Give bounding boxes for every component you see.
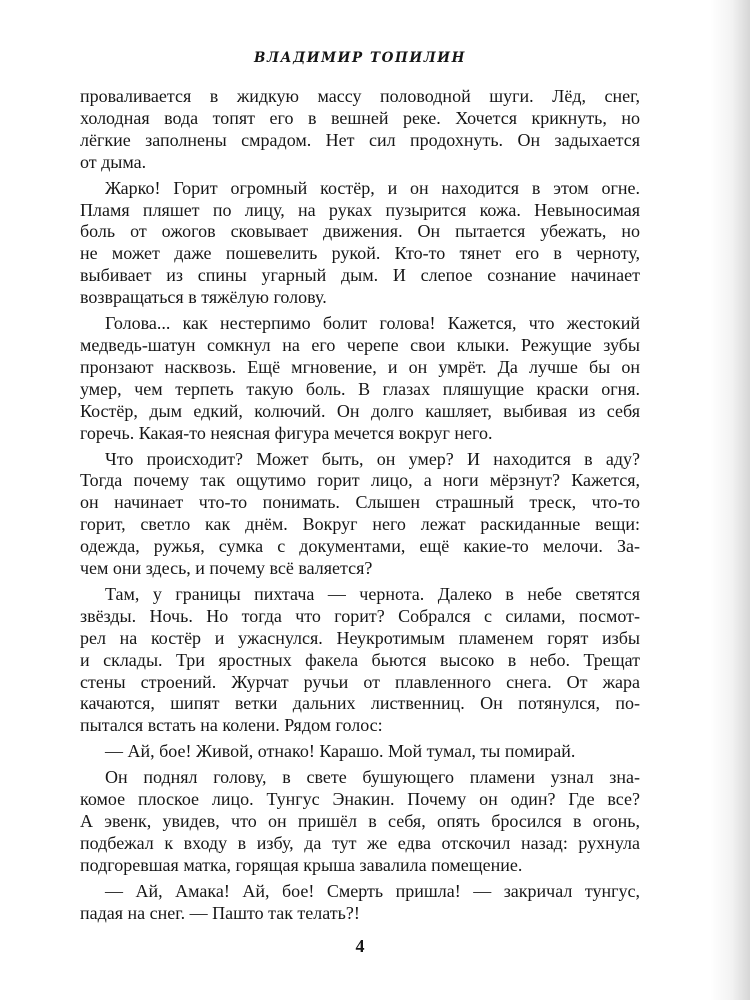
text-line: падая на снег. — Пашто так телать?! xyxy=(80,902,360,923)
text-line: медведь-шатун сомкнул на его черепе свои клыки. Режущие зубы xyxy=(80,334,640,355)
text-line: одежда, ружья, сумка с документами, ещё какие-то мелочи. За- xyxy=(80,536,640,557)
page-number: 4 xyxy=(355,936,365,956)
text-line: возвращаться в тяжёлую голову. xyxy=(80,287,327,308)
body-text xyxy=(80,86,640,929)
paragraph xyxy=(80,313,640,444)
text-line: Костёр, дым едкий, колючий. Он долго кашляет, выбивая из себя xyxy=(80,400,640,421)
text-line: лёгкие заполнены смрадом. Нет сил продохнуть. Он задыхается xyxy=(80,129,640,150)
text-line: подгоревшая матка, горящая крыша завалила помещение. xyxy=(80,854,523,875)
text-line: — Ай, Амака! Ай, бое! Смерть пришла! — закричал тунгус, xyxy=(105,880,640,901)
paragraph xyxy=(80,767,640,877)
text-line: А эвенк, увидев, что он пришёл в себя, опять бросился в огонь, xyxy=(80,811,640,831)
text-line: — Ай, бое! Живой, отнако! Карашо. Мой тумал, ты помирай. xyxy=(105,741,576,762)
paragraph xyxy=(80,86,640,174)
text-line: рел на костёр и ужаснулся. Неукротимым пламенем горят избы xyxy=(80,627,640,648)
paragraph xyxy=(80,178,640,309)
text-line: от дыма. xyxy=(80,151,147,172)
text-line: Пламя пляшет по лицу, на руках пузырится кожа. Невыносимая xyxy=(80,199,640,220)
text-line: качаются, шипят ветки дальних лиственниц. Он потянулся, по- xyxy=(80,693,640,714)
paragraph xyxy=(80,449,640,580)
text-line: холодная вода топят его в вешней реке. Хочется крикнуть, но xyxy=(80,107,640,128)
running-head-author: ВЛАДИМИР ТОПИЛИН xyxy=(253,50,467,66)
paragraph xyxy=(80,741,640,763)
page-edge-shadow xyxy=(710,0,750,1000)
text-line: Голова... как нестерпимо болит голова! Кажется, что жестокий xyxy=(105,313,640,334)
text-line: звёзды. Ночь. Но тогда что горит? Собрался с силами, посмот- xyxy=(80,605,640,626)
text-line: подбежал к входу в избу, да тут же едва отскочил назад: рухнула xyxy=(80,832,640,853)
book-page xyxy=(80,0,640,1000)
text-line: пытался встать на колени. Рядом голос: xyxy=(80,715,383,736)
text-line: комое плоское лицо. Тунгус Энакин. Почему он один? Где все? xyxy=(80,789,640,810)
text-line: горечь. Какая-то неясная фигура мечется вокруг него. xyxy=(80,422,493,443)
text-line: не может даже пошевелить рукой. Кто-то тянет его в черноту, xyxy=(80,243,640,264)
text-line: и склады. Три яростных факела бьются высоко в небо. Трещат xyxy=(80,649,640,670)
paragraph xyxy=(80,584,640,737)
text-line: Жарко! Горит огромный костёр, и он находится в этом огне. xyxy=(105,177,640,198)
paragraph xyxy=(80,881,640,925)
text-line: стены строений. Журчат ручьи от плавленного снега. От жара xyxy=(80,671,640,692)
text-line: боль от ожогов сковывает движения. Он пытается убежать, но xyxy=(80,221,640,242)
text-line: Там, у границы пихтача — чернота. Далеко в небе светятся xyxy=(105,583,640,604)
text-line: он начинает что-то понимать. Слышен страшный треск, что-то xyxy=(80,492,640,513)
text-line: проваливается в жидкую массу половодной шуги. Лёд, снег, xyxy=(80,86,640,106)
text-line: умер, чем терпеть такую боль. В глазах пляшущие краски огня. xyxy=(80,378,640,399)
text-line: Он поднял голову, в свете бушующего пламени узнал зна- xyxy=(105,767,640,788)
text-line: горит, светло как днём. Вокруг него лежат раскиданные вещи: xyxy=(80,514,640,535)
text-line: Что происходит? Может быть, он умер? И находится в аду? xyxy=(105,448,640,469)
text-line: пронзают насквозь. Ещё мгновение, и он умрёт. Да лучше бы он xyxy=(80,356,640,377)
text-line: выбивает из спины угарный дым. И слепое сознание начинает xyxy=(80,265,640,286)
text-line: чем они здесь, и почему всё валяется? xyxy=(80,558,373,579)
text-line: Тогда почему так ощутимо горит лицо, а ноги мёрзнут? Кажется, xyxy=(80,470,640,491)
